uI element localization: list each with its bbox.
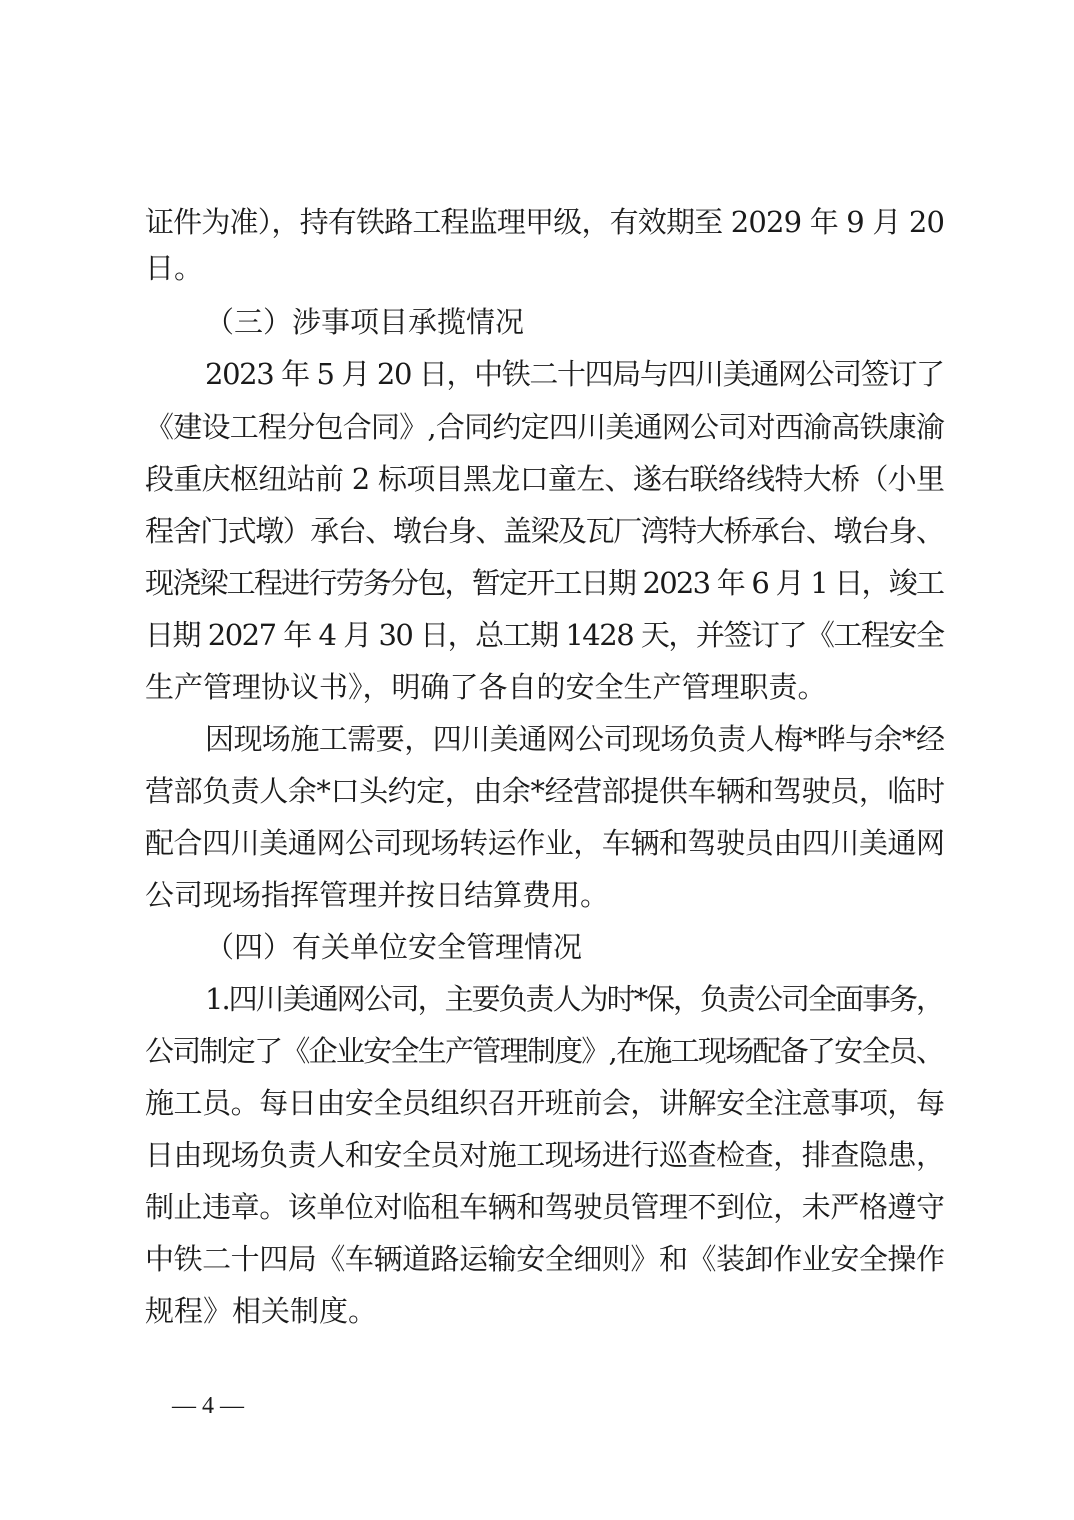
text-line: 规程》相关制度。 [145, 1294, 378, 1328]
text-line: 营部负责人余*口头约定，由余*经营部提供车辆和驾驶员，临时 [145, 774, 945, 808]
text-line: 日由现场负责人和安全员对施工现场进行巡查检查，排查隐患， [145, 1138, 945, 1172]
text-line: 施工员。每日由安全员组织召开班前会，讲解安全注意事项，每 [145, 1086, 945, 1120]
p2-line-4 [145, 509, 945, 553]
p3-line-2 [145, 769, 945, 813]
p2-line-1 [205, 352, 945, 396]
p1-line-2 [145, 246, 945, 290]
p2-line-7 [145, 665, 945, 709]
text-line: 公司现场指挥管理并按日结算费用。 [145, 878, 610, 912]
p3-line-3 [145, 821, 945, 865]
text-line: 《建设工程分包合同》,合同约定四川美通网公司对西渝高铁康渝 [145, 410, 945, 444]
p2-line-6 [145, 613, 945, 657]
p4-line-5 [145, 1185, 945, 1229]
text-line: 段重庆枢纽站前 2 标项目黑龙口童左、遂右联络线特大桥（小里 [145, 462, 945, 496]
p4-line-3 [145, 1081, 945, 1125]
text-line: 因现场施工需要，四川美通网公司现场负责人梅*晔与余*经 [205, 722, 945, 756]
page-number: — 4 — [172, 1393, 244, 1419]
text-line: 生产管理协议书》，明确了各自的安全生产管理职责。 [145, 670, 827, 704]
text-line: 制止违章。该单位对临租车辆和驾驶员管理不到位，未严格遵守 [145, 1190, 945, 1224]
p2-line-2 [145, 405, 945, 449]
p2-line-5 [145, 561, 945, 605]
p2-line-3 [145, 457, 945, 501]
p4-line-4 [145, 1133, 945, 1177]
p4-line-2 [145, 1029, 945, 1073]
p4-line-7 [145, 1289, 945, 1333]
heading-text: （四）有关单位安全管理情况 [205, 930, 583, 964]
section-heading-4 [205, 925, 945, 969]
p3-line-4 [145, 873, 945, 917]
p3-line-1 [205, 717, 945, 761]
section-heading-3 [205, 300, 945, 344]
text-line: 证件为准），持有铁路工程监理甲级，有效期至 2029 年 9 月 20 [145, 205, 945, 239]
text-line: 现浇梁工程进行劳务分包，暂定开工日期 2023 年 6 月 1 日，竣工 [145, 566, 944, 600]
text-line: 公司制定了《企业安全生产管理制度》,在施工现场配备了安全员、 [145, 1034, 944, 1068]
text-line: 配合四川美通网公司现场转运作业，车辆和驾驶员由四川美通网 [145, 826, 945, 860]
p4-line-6 [145, 1237, 945, 1281]
heading-text: （三）涉事项目承揽情况 [205, 305, 525, 339]
text-line: 2023 年 5 月 20 日，中铁二十四局与四川美通网公司签订了 [205, 357, 944, 391]
text-line: 日期 2027 年 4 月 30 日，总工期 1428 天，并签订了《工程安全 [145, 618, 944, 652]
text-line: 日。 [145, 251, 204, 285]
p1-line-1 [145, 200, 945, 244]
text-line: 1.四川美通网公司，主要负责人为时*保，负责公司全面事务， [205, 982, 943, 1016]
text-line: 中铁二十四局《车辆道路运输安全细则》和《装卸作业安全操作 [145, 1242, 945, 1276]
text-line: 程舍门式墩）承台、墩台身、盖梁及瓦厂湾特大桥承台、墩台身、 [145, 514, 944, 548]
p4-line-1 [205, 977, 945, 1021]
